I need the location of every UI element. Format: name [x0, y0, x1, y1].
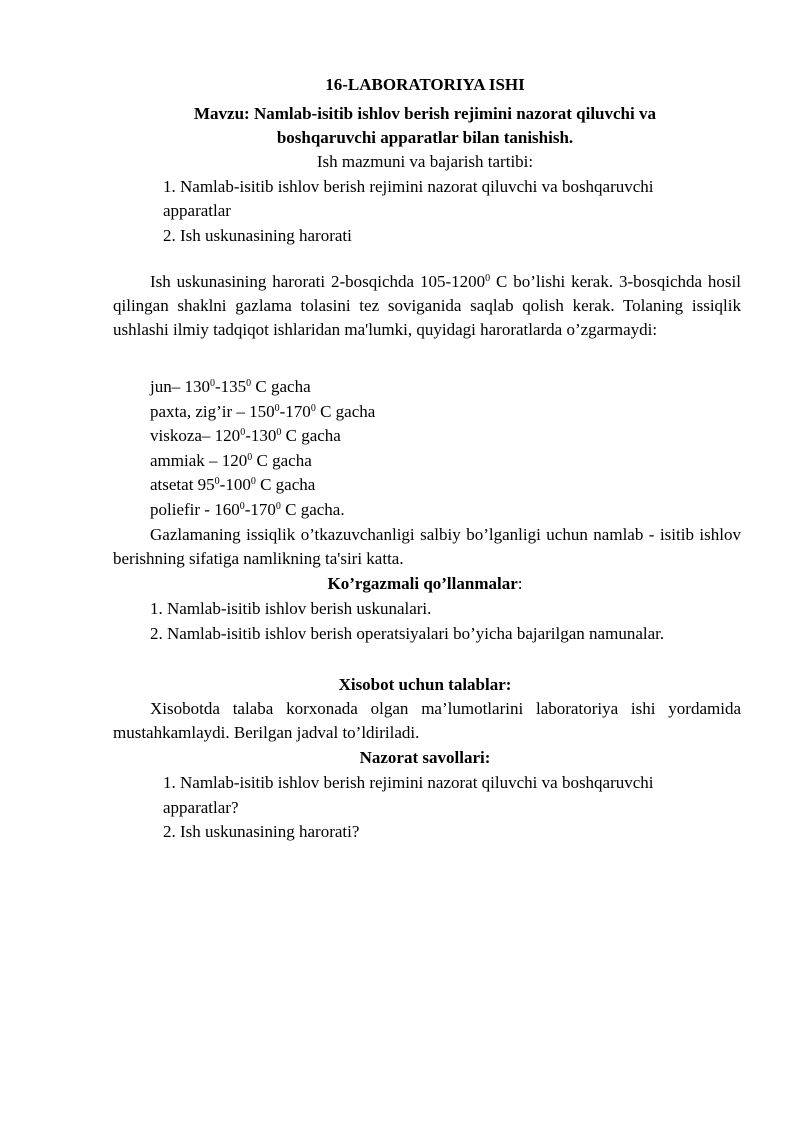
temperature-item-ammiak: ammiak – $120^0$ C gacha — [150, 451, 312, 470]
report-text: Xisobotda talaba korxonada olgan ma’lumotlarini laboratoriya ishi yordamida mustahkamlaydi. Berilgan jadval to’ldiriladi. — [113, 699, 741, 742]
temperature-item-paxta: paxta, zig’ir – $150^0-170^0$ C gacha — [150, 402, 376, 421]
paragraph-temperature: Ish uskunasining harorati 2-bosqichda 105-1200$^0$ C bo’lishi kerak. 3-bosqichda hosil qilingan shaklni gazlama tolasini tez soviganida saqlab qolish kerak. Tolaning issiqlik ushlashi ilmiy tadqiqot ishlaridan ma'lumki, quyidagi haroratlarda o’zgarmaydi: — [113, 272, 741, 339]
question-1-line-1: 1. Namlab-isitib ishlov berish rejimini nazorat qiluvchi va boshqaruvchi — [163, 773, 654, 792]
temperature-item-poliefir: poliefir - $160^0-170^0$ C gacha. — [150, 500, 345, 519]
temperature-item-jun: jun– $130^0-135^0$ C gacha — [150, 377, 311, 396]
contents-item-1-line-2: apparatlar — [163, 201, 231, 220]
temperature-item-viskoza: viskoza– $120^0-130^0$ C gacha — [150, 426, 341, 445]
question-2: 2. Ish uskunasining harorati? — [163, 822, 360, 841]
report-heading: Xisobot uchun talablar: — [338, 675, 512, 694]
topic-line-1: Mavzu: Namlab-isitib ishlov berish rejimini nazorat qiluvchi va — [193, 104, 656, 123]
paragraph-conductivity: Gazlamaning issiqlik o’tkazuvchanligi salbiy bo’lganligi uchun namlab - isitib ishlov berishning sifatiga namlikning ta'siri katta. — [113, 525, 741, 568]
question-1-line-2: apparatlar? — [163, 798, 239, 817]
lab-title: 16-LABORATORIYA ISHI — [325, 75, 525, 94]
aids-heading: Ko’rgazmali qo’llanmalar: — [327, 574, 523, 593]
aids-item-1: 1. Namlab-isitib ishlov berish uskunalari. — [150, 599, 432, 618]
topic-line-2: boshqaruvchi apparatlar bilan tanishish. — [276, 128, 574, 147]
questions-heading: Nazorat savollari: — [359, 748, 491, 767]
temperature-item-atsetat: atsetat $95^0-100^0$ C gacha — [150, 475, 316, 494]
contents-subtitle: Ish mazmuni va bajarish tartibi: — [316, 152, 534, 171]
aids-item-2: 2. Namlab-isitib ishlov berish operatsiyalari bo’yicha bajarilgan namunalar. — [150, 624, 665, 643]
contents-item-2: 2. Ish uskunasining harorati — [163, 226, 352, 245]
contents-item-1-line-1: 1. Namlab-isitib ishlov berish rejimini nazorat qiluvchi va boshqaruvchi — [163, 177, 654, 196]
